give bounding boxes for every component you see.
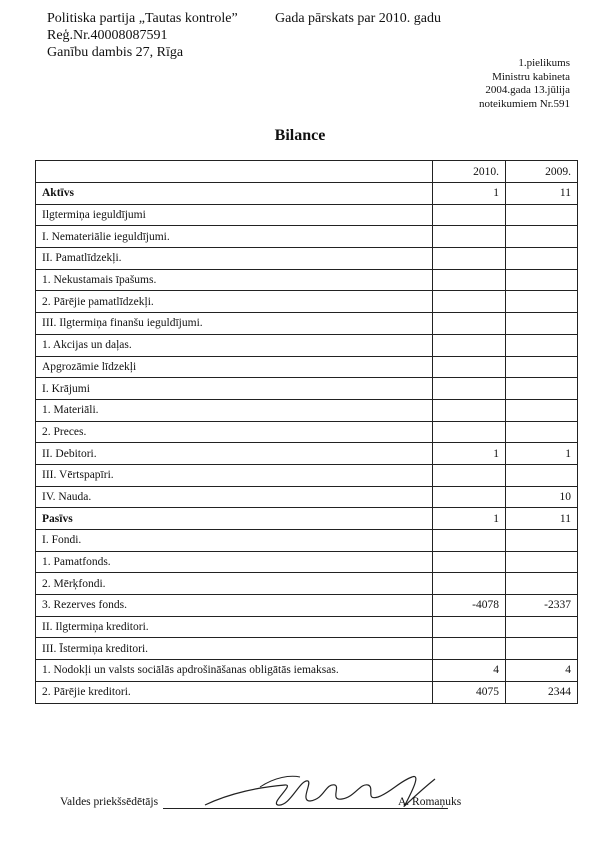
signature-block xyxy=(60,793,560,823)
row-label: 1. Pamatfonds. xyxy=(36,551,433,573)
value-2010 xyxy=(433,616,506,638)
value-2010 xyxy=(433,313,506,335)
table-row xyxy=(36,530,578,552)
value-2010: 4075 xyxy=(433,681,506,703)
row-label: 2. Pārējie pamatlīdzekļi. xyxy=(36,291,433,313)
table-row xyxy=(36,551,578,573)
report-title: Gada pārskats par 2010. gadu xyxy=(275,11,442,26)
value-2009 xyxy=(506,378,578,400)
value-2009 xyxy=(506,248,578,270)
value-2010 xyxy=(433,530,506,552)
value-2009: 10 xyxy=(506,486,578,508)
appendix-line: noteikumiem Nr.591 xyxy=(478,97,570,110)
column-header-2009: 2009. xyxy=(506,161,578,183)
value-2010 xyxy=(433,334,506,356)
table-row xyxy=(36,399,578,421)
row-label: III. Īstermiņa kreditori. xyxy=(36,638,433,660)
value-2010 xyxy=(433,464,506,486)
table-row xyxy=(36,443,578,465)
row-label: I. Nemateriālie ieguldījumi. xyxy=(36,226,433,248)
table-row xyxy=(36,183,578,205)
registration-number: Reģ.Nr.40008087591 xyxy=(47,28,168,43)
value-2010: 1 xyxy=(433,183,506,205)
table-row xyxy=(36,486,578,508)
row-label: Apgrozāmie līdzekļi xyxy=(36,356,433,378)
value-2010 xyxy=(433,356,506,378)
value-2009 xyxy=(506,638,578,660)
value-2010: 1 xyxy=(433,508,506,530)
value-2010 xyxy=(433,551,506,573)
table-row xyxy=(36,421,578,443)
value-2010 xyxy=(433,399,506,421)
value-2009 xyxy=(506,313,578,335)
value-2010 xyxy=(433,421,506,443)
value-2010 xyxy=(433,378,506,400)
value-2010 xyxy=(433,269,506,291)
appendix-line: 1.pielikums xyxy=(518,57,570,69)
balance-table xyxy=(35,160,578,704)
value-2009: 2344 xyxy=(506,681,578,703)
table-row xyxy=(36,291,578,313)
table-row xyxy=(36,334,578,356)
value-2010: 4 xyxy=(433,660,506,682)
value-2009 xyxy=(506,356,578,378)
value-2009 xyxy=(506,291,578,313)
row-label: 1. Nodokļi un valsts sociālās apdrošināšanas obligātās iemaksas. xyxy=(36,660,433,682)
value-2009 xyxy=(506,204,578,226)
row-label: II. Ilgtermiņa kreditori. xyxy=(36,616,433,638)
table-row xyxy=(36,356,578,378)
table-row xyxy=(36,269,578,291)
row-label: 2. Pārējie kreditori. xyxy=(36,681,433,703)
value-2009 xyxy=(506,399,578,421)
row-label: 1. Akcijas un daļas. xyxy=(36,334,433,356)
organization-block xyxy=(47,10,238,61)
value-2009: 4 xyxy=(506,660,578,682)
value-2010: -4078 xyxy=(433,595,506,617)
row-label: Ilgtermiņa ieguldījumi xyxy=(36,204,433,226)
value-2009: -2337 xyxy=(506,595,578,617)
value-2009 xyxy=(506,226,578,248)
row-label: II. Pamatlīdzekļi. xyxy=(36,248,433,270)
value-2010 xyxy=(433,248,506,270)
row-label: III. Vērtspapīri. xyxy=(36,464,433,486)
row-label: 2. Mērķfondi. xyxy=(36,573,433,595)
value-2009: 11 xyxy=(506,508,578,530)
signature-label: Valdes priekšsēdētājs xyxy=(60,796,159,808)
value-2009 xyxy=(506,334,578,356)
column-header-description xyxy=(36,161,433,183)
column-header-2010: 2010. xyxy=(433,161,506,183)
row-label: I. Fondi. xyxy=(36,530,433,552)
value-2009 xyxy=(506,464,578,486)
appendix-line: Ministru kabineta xyxy=(492,70,570,83)
table-row xyxy=(36,660,578,682)
organization-address: Ganību dambis 27, Rīga xyxy=(47,45,184,60)
row-label: I. Krājumi xyxy=(36,378,433,400)
table-row xyxy=(36,313,578,335)
value-2010 xyxy=(433,486,506,508)
table-row xyxy=(36,204,578,226)
value-2009 xyxy=(506,573,578,595)
table-row xyxy=(36,616,578,638)
table-row xyxy=(36,226,578,248)
value-2010 xyxy=(433,226,506,248)
value-2009 xyxy=(506,616,578,638)
value-2009 xyxy=(506,551,578,573)
table-row xyxy=(36,681,578,703)
value-2009 xyxy=(506,269,578,291)
value-2010: 1 xyxy=(433,443,506,465)
row-label: 1. Materiāli. xyxy=(36,399,433,421)
row-label: Pasīvs xyxy=(36,508,433,530)
value-2009 xyxy=(506,421,578,443)
row-label: 2. Preces. xyxy=(36,421,433,443)
table-row xyxy=(36,573,578,595)
signatory-name: A. Romaņuks xyxy=(398,796,462,808)
row-label: II. Debitori. xyxy=(36,443,433,465)
value-2009 xyxy=(506,530,578,552)
value-2009: 1 xyxy=(506,443,578,465)
table-row xyxy=(36,595,578,617)
table-header-row xyxy=(36,161,578,183)
table-row xyxy=(36,248,578,270)
table-row xyxy=(36,378,578,400)
table-row xyxy=(36,464,578,486)
table-row xyxy=(36,508,578,530)
appendix-note xyxy=(479,57,570,111)
value-2010 xyxy=(433,638,506,660)
value-2010 xyxy=(433,573,506,595)
row-label: Aktīvs xyxy=(36,183,433,205)
value-2010 xyxy=(433,291,506,313)
row-label: IV. Nauda. xyxy=(36,486,433,508)
organization-name: Politiska partija „Tautas kontrole” xyxy=(47,11,238,26)
row-label: 1. Nekustamais īpašums. xyxy=(36,269,433,291)
table-row xyxy=(36,638,578,660)
page-title: Bilance xyxy=(274,127,326,144)
value-2009: 11 xyxy=(506,183,578,205)
appendix-line: 2004.gada 13.jūlija xyxy=(485,84,570,96)
value-2010 xyxy=(433,204,506,226)
row-label: III. Ilgtermiņa finanšu ieguldījumi. xyxy=(36,313,433,335)
row-label: 3. Rezerves fonds. xyxy=(36,595,433,617)
